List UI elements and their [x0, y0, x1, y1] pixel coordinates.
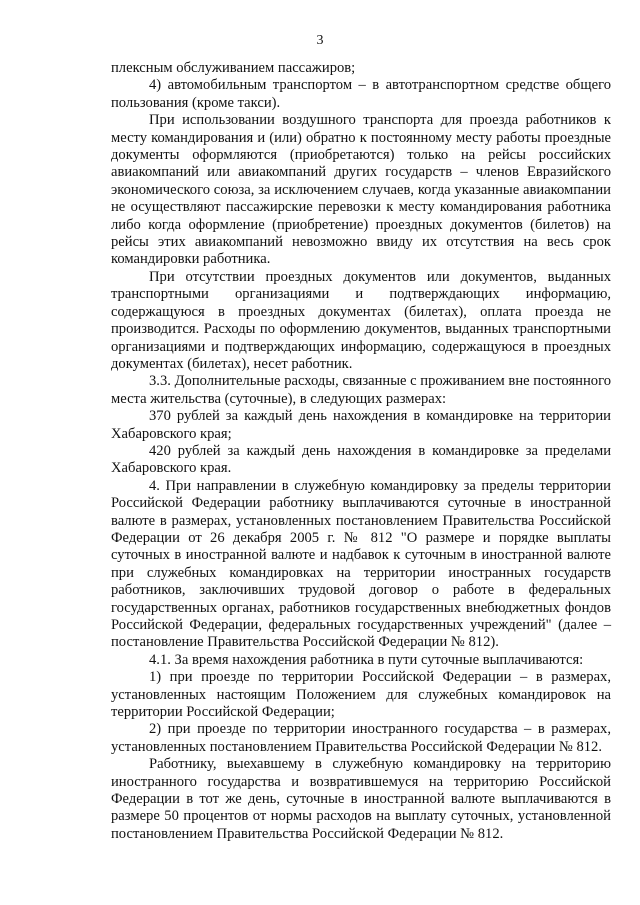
paragraph: 4) автомобильным транспортом – в автотранспортном средстве общего пользования (кроме такси).	[111, 77, 611, 111]
paragraph: 3.3. Дополнительные расходы, связанные с проживанием вне постоянного места жительства (суточные), в следующих размерах:	[111, 373, 611, 407]
paragraph: 370 рублей за каждый день нахождения в командировке на территории Хабаровского края;	[111, 408, 611, 442]
page-number: 3	[316, 33, 324, 48]
document-body	[111, 60, 611, 843]
paragraph: При использовании воздушного транспорта для проезда работников к месту командирования и (или) обратно к постоянному месту работы проездные документы оформляются (приобретаются) только на рейсы российских авиакомпаний или авиакомпаний других государств – членов Евразийского экономического союза, за исключением случаев, когда указанные авиакомпании не осуществляют пассажирские перевозки к месту командирования работника либо когда оформление (приобретение) проездных документов (билетов) на рейсы этих авиакомпаний невозможно ввиду их отсутствия на весь срок командировки работника.	[111, 112, 611, 268]
paragraph: 420 рублей за каждый день нахождения в командировке за пределами Хабаровского края.	[111, 442, 611, 477]
paragraph: При отсутствии проездных документов или документов, выданных транспортными организациями и подтверждающих информацию, содержащуюся в проездных документах (билетах), оплата проезда не производится. Расходы по оформлению документов, выданных транспортными организациями и подтверждающих информацию, содержащуюся в проездных документах (билетах), несет работник.	[111, 268, 611, 372]
paragraph: Работнику, выехавшему в служебную командировку на территорию иностранного государства и возвратившемуся на территорию Российской Федерации в тот же день, суточные в иностранной валюте выплачиваются в размере 50 процентов от нормы расходов на выплату суточных, установленной постановлением Правительства Российской Федерации № 812.	[111, 756, 611, 842]
paragraph: 4.1. За время нахождения работника в пути суточные выплачиваются:	[149, 651, 584, 668]
paragraph: 2) при проезде по территории иностранного государства – в размерах, установленных постановлением Правительства Российской Федерации № 812.	[111, 721, 611, 755]
paragraph: 4. При направлении в служебную командировку за пределы территории Российской Федерации работнику выплачиваются суточные в иностранной валюте в размерах, установленных постановлением Правительства Российской Федерации от 26 декабря 2005 г. № 812 "О размере и порядке выплаты суточных в иностранной валюте и надбавок к суточным в иностранной валюте при служебных командировках на территории иностранных государств работников, заключивших трудовой договор о работе в федеральных государственных органах, работников государственных внебюджетных фондов Российской Федерации, федеральных государственных учреждений" (далее – постановление Правительства Российской Федерации № 812).	[111, 477, 611, 651]
paragraph: плексным обслуживанием пассажиров;	[111, 60, 356, 76]
paragraph: 1) при проезде по территории Российской Федерации – в размерах, установленных настоящим Положением для служебных командировок на территории Российской Федерации;	[111, 669, 611, 721]
